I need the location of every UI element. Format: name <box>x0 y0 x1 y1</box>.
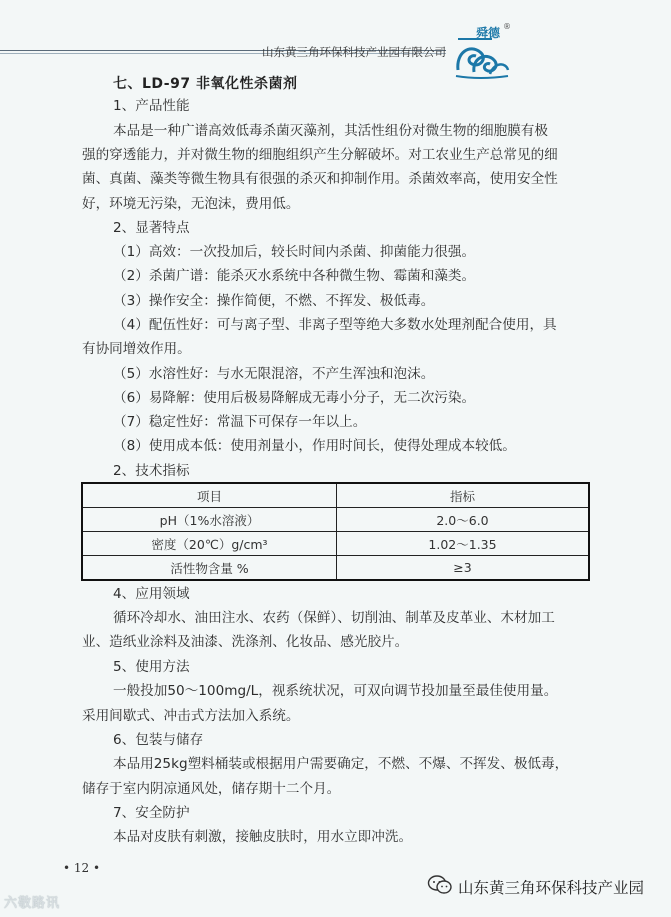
heading-product-properties: 1、产品性能 <box>113 98 190 114</box>
page-number: • 12 • <box>63 861 101 875</box>
paragraph-line: 好，环境无污染，无泡沫，费用低。 <box>82 196 300 212</box>
section-title: 七、LD-97 非氧化性杀菌剂 <box>113 76 298 92</box>
wechat-icon <box>427 874 453 896</box>
paragraph-line: 循环冷却水、油田注水、农药（保鲜）、切削油、制革及皮革业、木材加工 <box>113 610 555 626</box>
heading-technical-specs: 2、技术指标 <box>113 463 190 479</box>
paragraph-line: 本品用25kg塑料桶装或根据用户需要确定，不燃、不爆、不挥发、极低毒， <box>113 756 569 772</box>
table-header-row <box>82 483 589 508</box>
table-header-cell: 指标 <box>337 483 590 508</box>
table-row <box>82 508 589 532</box>
paragraph-line: 业、造纸业涂料及油漆、洗涤剂、化妆品、感光胶片。 <box>82 634 409 650</box>
heading-features: 2、显著特点 <box>113 220 190 236</box>
heading-safety: 7、安全防护 <box>113 805 190 821</box>
table-header-cell: 项目 <box>82 483 337 508</box>
feature-item: （2）杀菌广谱：能杀灭水系统中各种微生物、霉菌和藻类。 <box>113 268 476 284</box>
heading-packaging: 6、包装与储存 <box>113 732 204 748</box>
table-row <box>82 556 589 581</box>
feature-item-continued: 有协同增效作用。 <box>82 341 191 357</box>
feature-item: （7）稳定性好：常温下可保存一年以上。 <box>113 414 367 430</box>
table-row <box>82 532 589 556</box>
logo-text: 舜德 <box>476 26 501 40</box>
feature-item: （1）高效：一次投加后，较长时间内杀菌、抑菌能力很强。 <box>113 244 476 260</box>
feature-item: （6）易降解：使用后极易降解成无毒小分子，无二次污染。 <box>113 390 476 406</box>
paragraph-line: 强的穿透能力，并对微生物的细胞组织产生分解破坏。对工农业生产总常见的细 <box>82 147 558 163</box>
paragraph-line: 本品对皮肤有刺激，接触皮肤时，用水立即冲洗。 <box>113 829 413 845</box>
table-cell: 密度（20℃）g/cm³ <box>82 532 337 556</box>
table-cell: 1.02～1.35 <box>337 532 590 556</box>
table-cell: 2.0～6.0 <box>337 508 590 532</box>
wechat-account-name: 山东黄三角环保科技产业园 <box>458 879 645 897</box>
feature-item: （8）使用成本低：使用剂量小，作用时间长，使得处理成本较低。 <box>113 438 516 454</box>
paragraph-line: 一般投加50～100mg/L，视系统状况，可双向调节投加量至最佳使用量。 <box>113 683 558 699</box>
watermark-left: 六敬路讯 <box>4 896 61 911</box>
table-cell: 活性物含量 % <box>82 556 337 581</box>
table-cell: pH（1%水溶液） <box>82 508 337 532</box>
paragraph-line: 本品是一种广谱高效低毒杀菌灭藻剂，其活性组份对微生物的细胞膜有极 <box>113 123 548 139</box>
paragraph-line: 储存于室内阴凉通风处，储存期十二个月。 <box>82 781 341 797</box>
feature-item: （3）操作安全：操作简便，不燃、不挥发、极低毒。 <box>113 293 435 309</box>
registered-mark: ® <box>503 22 511 31</box>
table-cell: ≥3 <box>337 556 590 581</box>
feature-item: （4）配伍性好：可与离子型、非离子型等绝大多数水处理剂配合使用，具 <box>113 317 557 333</box>
paragraph-line: 菌、真菌、藻类等微生物具有很强的杀灭和抑制作用。杀菌效率高，使用安全性 <box>82 171 558 187</box>
company-name: 山东黄三角环保科技产业园有限公司 <box>262 45 446 59</box>
heading-usage: 5、使用方法 <box>113 659 190 675</box>
spec-table <box>81 482 590 581</box>
paragraph-line: 采用间歇式、冲击式方法加入系统。 <box>82 708 300 724</box>
feature-item: （5）水溶性好：与水无限混溶，不产生浑浊和泡沫。 <box>113 366 435 382</box>
heading-applications: 4、应用领域 <box>113 586 190 602</box>
